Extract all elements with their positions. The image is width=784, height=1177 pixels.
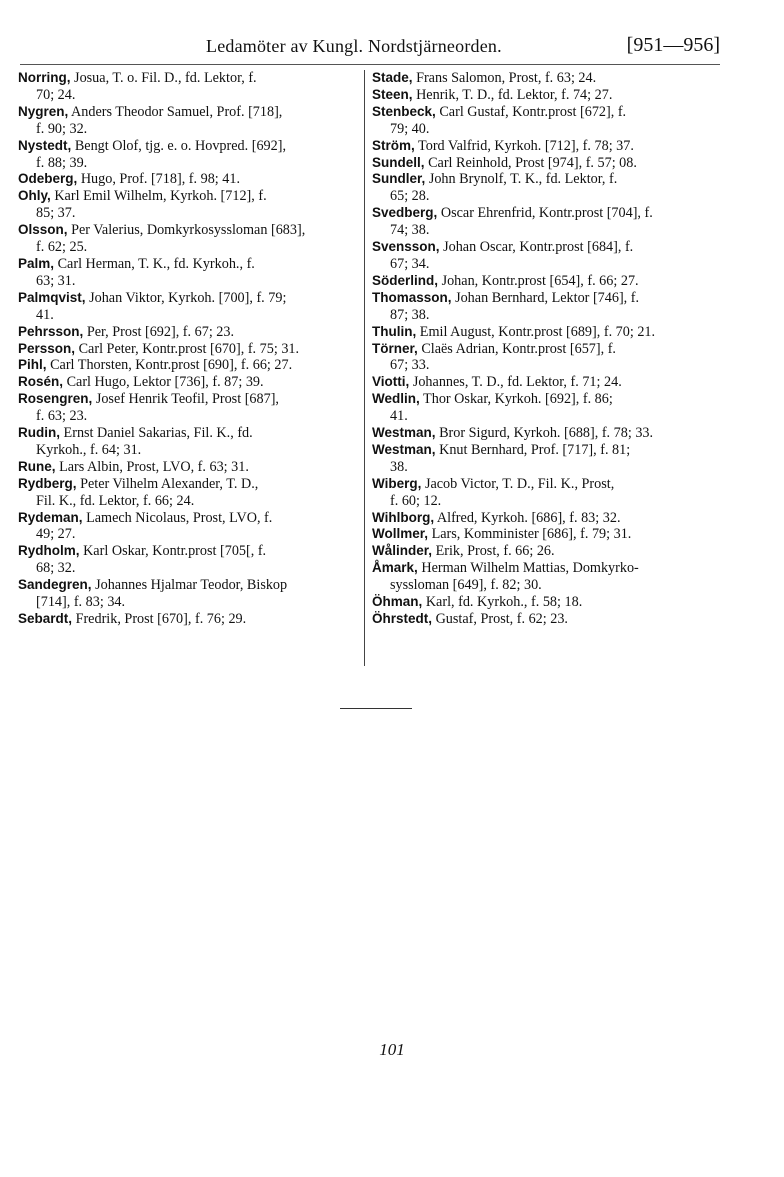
member-details: Bengt Olof, tjg. e. o. Hovpred. [692], xyxy=(71,137,287,154)
member-details: Lars Albin, Prost, LVO, f. 63; 31. xyxy=(55,458,249,475)
member-entry xyxy=(372,341,714,375)
member-surname: Thomasson, xyxy=(372,289,452,305)
member-surname: Söderlind, xyxy=(372,272,439,288)
member-surname: Åmark, xyxy=(372,560,418,576)
member-details: Emil August, Kontr.prost [689], f. 70; 21. xyxy=(416,323,656,340)
member-surname: Öhman, xyxy=(372,594,423,610)
member-surname: Sundell, xyxy=(372,154,425,170)
member-details: Johan Bernhard, Lektor [746], f. xyxy=(451,289,640,306)
member-entry xyxy=(372,273,714,290)
member-details-continued: 67; 33. xyxy=(390,357,430,374)
member-surname: Rosengren, xyxy=(18,391,93,407)
member-entry xyxy=(18,374,360,391)
member-entry xyxy=(372,171,714,205)
member-entry xyxy=(372,594,714,611)
right-column xyxy=(372,70,714,628)
member-details: Hugo, Prof. [718], f. 98; 41. xyxy=(77,171,241,188)
member-details-continued: 74; 38. xyxy=(390,222,430,239)
member-entry xyxy=(372,374,714,391)
member-surname: Pehrsson, xyxy=(18,323,84,339)
member-details-continued: 87; 38. xyxy=(390,306,430,323)
member-entry xyxy=(18,459,360,476)
left-column xyxy=(18,70,360,628)
member-details: Johan, Kontr.prost [654], f. 66; 27. xyxy=(438,272,639,289)
member-entry xyxy=(18,476,360,510)
member-details-continued: 63; 31. xyxy=(36,272,76,289)
member-details: Jacob Victor, T. D., Fil. K., Prost, xyxy=(421,475,615,492)
member-entry xyxy=(18,70,360,104)
member-surname: Palm, xyxy=(18,255,55,271)
member-entry xyxy=(18,357,360,374)
member-details-continued: 85; 37. xyxy=(36,205,76,222)
member-entry xyxy=(372,87,714,104)
member-details: Lamech Nicolaus, Prost, LVO, f. xyxy=(82,509,273,526)
member-details: Claës Adrian, Kontr.prost [657], f. xyxy=(417,340,616,357)
header-entry-range: [951—956] xyxy=(626,34,720,56)
member-entry xyxy=(372,205,714,239)
member-details: Per Valerius, Domkyrkosyssloman [683], xyxy=(67,222,306,239)
member-entry xyxy=(18,188,360,222)
member-entry xyxy=(372,104,714,138)
member-details: Johannes Hjalmar Teodor, Biskop xyxy=(91,577,288,594)
member-details: Gustaf, Prost, f. 62; 23. xyxy=(432,611,568,627)
member-details: Carl Hugo, Lektor [736], f. 87; 39. xyxy=(63,374,264,391)
member-surname: Steen, xyxy=(372,86,413,102)
member-entry xyxy=(18,543,360,577)
member-entry xyxy=(372,442,714,476)
member-details: Karl Emil Wilhelm, Kyrkoh. [712], f. xyxy=(50,188,267,205)
member-surname: Palmqvist, xyxy=(18,289,86,305)
member-surname: Rydeman, xyxy=(18,509,83,525)
member-surname: Rudin, xyxy=(18,425,60,441)
member-entry xyxy=(372,476,714,510)
column-divider xyxy=(364,70,365,666)
member-entry xyxy=(372,510,714,527)
member-entry xyxy=(372,391,714,425)
member-surname: Wålinder, xyxy=(372,543,433,559)
member-details: Ernst Daniel Sakarias, Fil. K., fd. xyxy=(60,425,253,442)
member-entry xyxy=(18,391,360,425)
member-surname: Svedberg, xyxy=(372,205,438,221)
member-details: Carl Reinhold, Prost [974], f. 57; 08. xyxy=(424,154,637,171)
member-details: Thor Oskar, Kyrkoh. [692], f. 86; xyxy=(419,391,613,408)
member-details-continued: f. 90; 32. xyxy=(36,120,88,137)
member-details: Knut Bernhard, Prof. [717], f. 81; xyxy=(435,441,631,458)
member-details-continued: f. 60; 12. xyxy=(390,492,442,509)
member-surname: Wollmer, xyxy=(372,526,429,542)
member-details-continued: 41. xyxy=(390,408,408,425)
member-surname: Wiberg, xyxy=(372,475,422,491)
member-details: Josua, T. o. Fil. D., fd. Lektor, f. xyxy=(70,70,257,86)
member-entry xyxy=(18,138,360,172)
member-entry xyxy=(372,324,714,341)
member-details: Henrik, T. D., fd. Lektor, f. 74; 27. xyxy=(412,86,613,103)
member-surname: Wihlborg, xyxy=(372,509,435,525)
member-surname: Wedlin, xyxy=(372,391,420,407)
member-entry xyxy=(18,425,360,459)
member-entry xyxy=(18,171,360,188)
member-surname: Sandegren, xyxy=(18,577,92,593)
member-entry xyxy=(18,256,360,290)
member-entry xyxy=(18,577,360,611)
member-details: Alfred, Kyrkoh. [686], f. 83; 32. xyxy=(434,509,621,526)
member-details: Johan Viktor, Kyrkoh. [700], f. 79; xyxy=(85,289,287,306)
member-details: Karl Oskar, Kontr.prost [705[, f. xyxy=(79,543,267,560)
member-surname: Nygren, xyxy=(18,103,69,119)
member-details: John Brynolf, T. K., fd. Lektor, f. xyxy=(425,171,618,188)
member-details: Per, Prost [692], f. 67; 23. xyxy=(83,323,235,340)
member-surname: Ohly, xyxy=(18,188,51,204)
member-details-continued: 38. xyxy=(390,458,408,475)
member-details: Fredrik, Prost [670], f. 76; 29. xyxy=(72,611,247,627)
member-details: Erik, Prost, f. 66; 26. xyxy=(432,543,555,560)
member-entry xyxy=(372,611,714,628)
member-details: Carl Gustaf, Kontr.prost [672], f. xyxy=(435,103,627,120)
member-surname: Svensson, xyxy=(372,239,440,255)
member-surname: Pihl, xyxy=(18,357,47,373)
member-surname: Rydholm, xyxy=(18,543,80,559)
member-surname: Sebardt, xyxy=(18,611,73,626)
member-entry xyxy=(372,290,714,324)
member-entry xyxy=(18,341,360,358)
member-surname: Norring, xyxy=(18,70,71,85)
member-details-continued: Fil. K., fd. Lektor, f. 66; 24. xyxy=(36,492,195,509)
member-details-continued: 49; 27. xyxy=(36,526,76,543)
member-details: Carl Herman, T. K., fd. Kyrkoh., f. xyxy=(54,255,255,272)
member-entry xyxy=(372,239,714,273)
member-surname: Rosén, xyxy=(18,374,64,390)
member-entry xyxy=(372,70,714,87)
member-surname: Viotti, xyxy=(372,374,410,390)
member-details: Karl, fd. Kyrkoh., f. 58; 18. xyxy=(422,594,583,611)
member-surname: Persson, xyxy=(18,340,76,356)
member-details: Frans Salomon, Prost, f. 63; 24. xyxy=(412,70,597,86)
member-entry xyxy=(18,324,360,341)
member-details: Anders Theodor Samuel, Prof. [718], xyxy=(68,103,283,120)
member-entry xyxy=(372,138,714,155)
member-details-continued: 79; 40. xyxy=(390,120,430,137)
member-details-continued: 67; 34. xyxy=(390,255,430,272)
member-surname: Westman, xyxy=(372,425,436,441)
member-entry xyxy=(18,222,360,256)
member-details-continued: f. 88; 39. xyxy=(36,154,88,171)
member-details-continued: syssloman [649], f. 82; 30. xyxy=(390,577,542,594)
header-title: Ledamöter av Kungl. Nordstjärneorden. xyxy=(206,36,502,56)
member-surname: Olsson, xyxy=(18,222,68,238)
member-entry xyxy=(18,611,360,628)
member-surname: Nystedt, xyxy=(18,137,72,153)
member-surname: Törner, xyxy=(372,340,418,356)
page-number: 101 xyxy=(379,1040,405,1059)
member-details: Oscar Ehrenfrid, Kontr.prost [704], f. xyxy=(437,205,653,222)
member-entry xyxy=(372,526,714,543)
member-surname: Thulin, xyxy=(372,323,417,339)
member-entry xyxy=(372,425,714,442)
member-surname: Öhrstedt, xyxy=(372,611,433,626)
member-surname: Stenbeck, xyxy=(372,103,436,119)
member-details: Herman Wilhelm Mattias, Domkyrko- xyxy=(417,560,639,577)
member-details-continued: 70; 24. xyxy=(36,86,76,103)
end-rule xyxy=(340,708,412,709)
member-details: Carl Peter, Kontr.prost [670], f. 75; 31. xyxy=(75,340,300,357)
header-rule xyxy=(20,64,720,65)
member-surname: Stade, xyxy=(372,70,413,85)
member-details-continued: 68; 32. xyxy=(36,560,76,577)
member-details-continued: Kyrkoh., f. 64; 31. xyxy=(36,441,142,458)
member-details: Johan Oscar, Kontr.prost [684], f. xyxy=(439,239,634,256)
member-details: Carl Thorsten, Kontr.prost [690], f. 66; 27. xyxy=(46,357,293,374)
member-details: Johannes, T. D., fd. Lektor, f. 71; 24. xyxy=(409,374,622,391)
member-details: Lars, Komminister [686], f. 79; 31. xyxy=(428,526,632,543)
member-surname: Sundler, xyxy=(372,171,426,187)
member-entry xyxy=(18,104,360,138)
member-details: Peter Vilhelm Alexander, T. D., xyxy=(76,475,259,492)
member-entry xyxy=(372,560,714,594)
member-entry xyxy=(372,543,714,560)
running-header xyxy=(20,36,720,60)
member-surname: Rydberg, xyxy=(18,475,77,491)
member-details: Josef Henrik Teofil, Prost [687], xyxy=(92,391,279,408)
member-details-continued: f. 62; 25. xyxy=(36,239,88,256)
member-details: Tord Valfrid, Kyrkoh. [712], f. 78; 37. xyxy=(414,137,634,154)
member-details: Bror Sigurd, Kyrkoh. [688], f. 78; 33. xyxy=(435,425,654,442)
member-surname: Westman, xyxy=(372,441,436,457)
member-details-continued: 41. xyxy=(36,306,54,323)
member-surname: Odeberg, xyxy=(18,171,78,187)
member-surname: Ström, xyxy=(372,137,415,153)
member-entry xyxy=(372,155,714,172)
member-entry xyxy=(18,510,360,544)
member-details-continued: 65; 28. xyxy=(390,188,430,205)
member-details-continued: f. 63; 23. xyxy=(36,408,88,425)
member-details-continued: [714], f. 83; 34. xyxy=(36,594,126,611)
member-entry xyxy=(18,290,360,324)
member-surname: Rune, xyxy=(18,458,56,474)
